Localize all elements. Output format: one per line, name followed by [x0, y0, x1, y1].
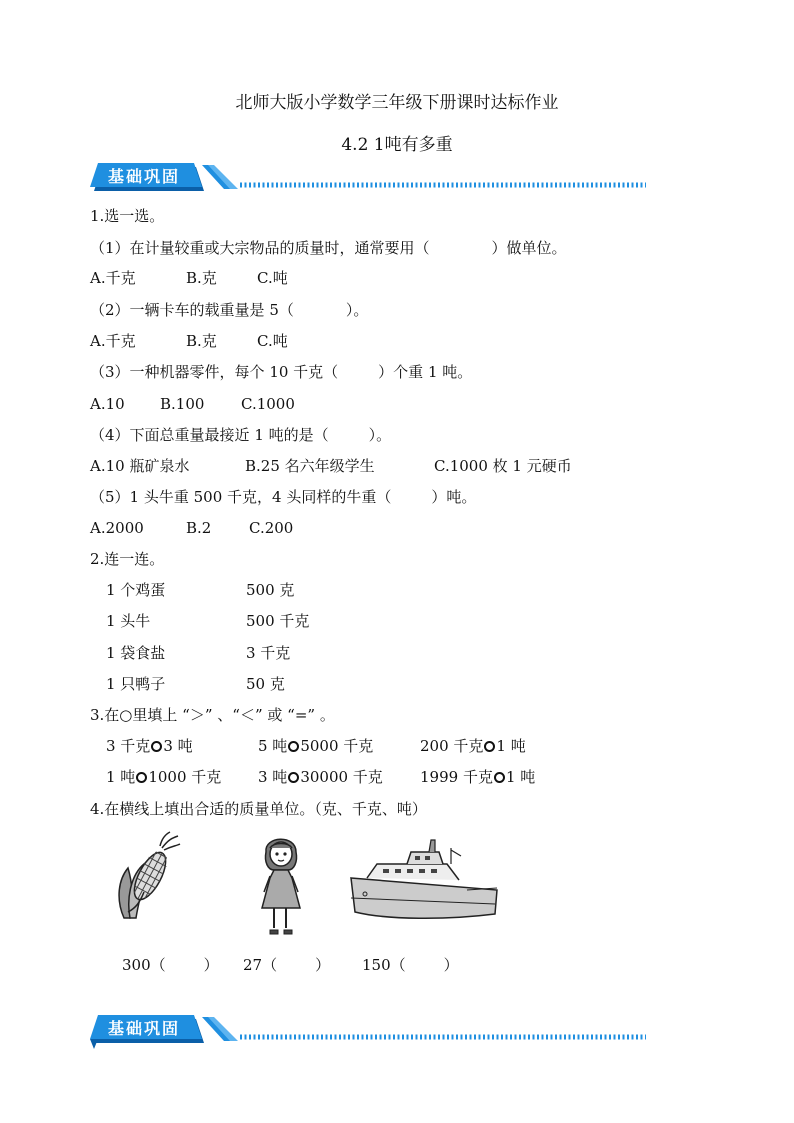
compare-circle[interactable] [136, 772, 147, 783]
q3-comparison: 1999 千克 1 吨 [420, 768, 536, 786]
q2-left-item[interactable]: 1 袋食盐 [106, 644, 166, 662]
q3-comparison: 5 吨 5000 千克 [258, 737, 374, 755]
q1-item-2-stem: （2）一辆卡车的载重量是 5（ ）。 [90, 301, 369, 319]
q4-answer-girl: 27（ ） [243, 956, 331, 974]
q1-item-3-option-c: C.1000 [241, 395, 295, 413]
q2-right-item[interactable]: 3 千克 [246, 644, 291, 662]
q3-comparison: 3 千克 3 吨 [106, 737, 193, 755]
section-banner-bottom [90, 1013, 646, 1043]
lesson-title: 4.2 1吨有多重 [341, 135, 453, 155]
q1-item-2-option-c: C.吨 [257, 332, 288, 350]
compare-circle[interactable] [151, 741, 162, 752]
compare-circle[interactable] [288, 772, 299, 783]
q1-item-5-option-c: C.200 [249, 519, 294, 537]
q4-answer-ship: 150（ ） [362, 956, 459, 974]
q2-heading: 2.连一连。 [90, 550, 165, 568]
q3-heading: 3.在○里填上 “＞” 、“＜” 或 “=” 。 [90, 706, 335, 724]
q2-left-item[interactable]: 1 只鸭子 [106, 675, 166, 693]
q1-item-2-option-b: B.克 [186, 332, 217, 350]
q3-comparison: 1 吨 1000 千克 [106, 768, 222, 786]
q3-comparison: 200 千克 1 吨 [420, 737, 526, 755]
q1-item-2-option-a: A.千克 [90, 332, 136, 350]
q2-right-item[interactable]: 50 克 [246, 675, 285, 693]
q1-item-4-option-b: B.25 名六年级学生 [245, 457, 375, 475]
q1-item-1-stem: （1）在计量较重或大宗物品的质量时，通常要用（ ）做单位。 [90, 239, 567, 257]
q1-item-3-stem: （3）一种机器零件，每个 10 千克（ ）个重 1 吨。 [90, 363, 473, 381]
compare-circle[interactable] [288, 741, 299, 752]
q2-right-item[interactable]: 500 克 [246, 581, 295, 599]
q1-item-4-option-a: A.10 瓶矿泉水 [90, 457, 190, 475]
q4-answer-corn: 300（ ） [122, 956, 219, 974]
document-title: 北师大版小学数学三年级下册课时达标作业 [235, 93, 559, 113]
q3-comparison: 3 吨 30000 千克 [258, 768, 383, 786]
q1-item-1-option-b: B.克 [186, 269, 217, 287]
q2-right-item[interactable]: 500 千克 [246, 612, 310, 630]
q1-item-5-option-a: A.2000 [90, 519, 144, 537]
ship-icon [347, 838, 507, 924]
q1-item-1-option-c: C.吨 [257, 269, 288, 287]
q2-left-item[interactable]: 1 个鸡蛋 [106, 581, 166, 599]
banner-label: 基础巩固 [108, 167, 181, 186]
banner-label: 基础巩固 [108, 1019, 181, 1038]
q1-item-3-option-b: B.100 [160, 395, 205, 413]
q1-item-5-stem: （5）1 头牛重 500 千克，4 头同样的牛重（ ）吨。 [90, 488, 477, 506]
q1-heading: 1.选一选。 [90, 207, 165, 225]
q1-item-4-option-c: C.1000 枚 1 元硬币 [434, 457, 572, 475]
corn-icon [110, 830, 182, 922]
q1-item-4-stem: （4）下面总重量最接近 1 吨的是（ ）。 [90, 426, 392, 444]
section-banner-top [90, 161, 646, 191]
compare-circle[interactable] [494, 772, 505, 783]
girl-icon [254, 830, 310, 942]
q1-item-3-option-a: A.10 [90, 395, 125, 413]
q4-heading: 4.在横线上填出合适的质量单位。（克、千克、吨） [90, 800, 427, 818]
q1-item-5-option-b: B.2 [186, 519, 212, 537]
q2-left-item[interactable]: 1 头牛 [106, 612, 151, 630]
compare-circle[interactable] [484, 741, 495, 752]
q1-item-1-option-a: A.千克 [90, 269, 136, 287]
